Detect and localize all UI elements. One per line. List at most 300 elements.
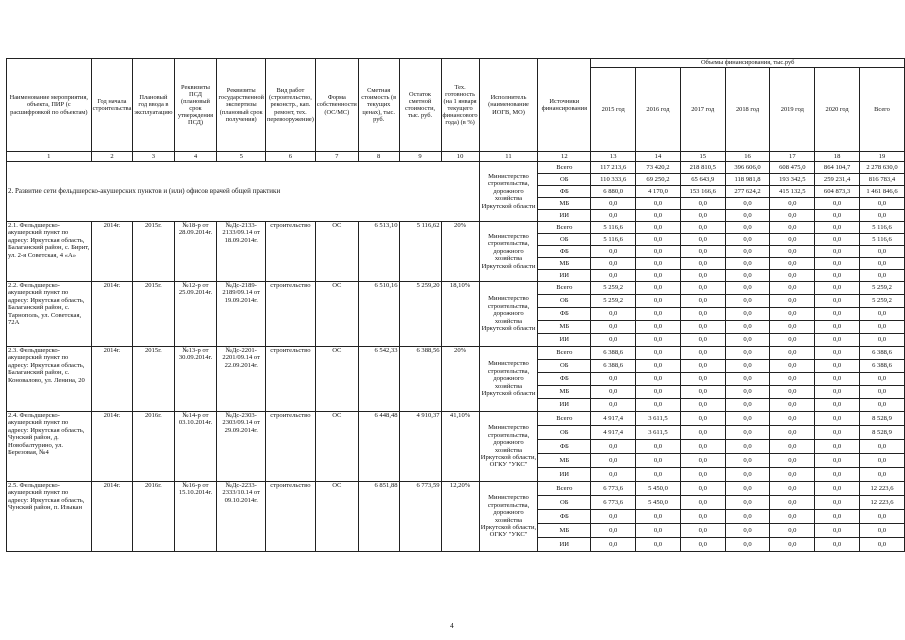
amount-cell: 0,0 — [770, 373, 815, 386]
total-cell: 5 116,6 — [859, 222, 904, 234]
amount-cell: 110 333,6 — [591, 174, 636, 186]
source-cell: ОБ — [538, 234, 591, 246]
amount-cell: 0,0 — [636, 210, 681, 222]
source-cell: Всего — [538, 412, 591, 426]
object-executor: Министерство строительства, дорожного хозяйства Иркутской области, ОГКУ "УКС" — [479, 482, 538, 552]
amount-cell: 153 166,6 — [680, 186, 725, 198]
header-total: Всего — [859, 68, 904, 152]
object-row — [7, 347, 905, 360]
amount-cell: 0,0 — [815, 334, 860, 347]
object-psd: №18-р от 28.09.2014г. — [174, 222, 217, 282]
amount-cell: 0,0 — [725, 386, 770, 399]
object-readiness: 18,10% — [441, 282, 479, 347]
object-ownership: ОС — [315, 412, 358, 482]
column-number: 1 — [7, 152, 92, 162]
amount-cell: 6 388,6 — [591, 360, 636, 373]
source-cell: ОБ — [538, 174, 591, 186]
amount-cell: 0,0 — [725, 524, 770, 538]
source-cell: ИИ — [538, 399, 591, 412]
amount-cell: 0,0 — [680, 360, 725, 373]
amount-cell: 0,0 — [815, 482, 860, 496]
object-work-type: строительство — [265, 482, 315, 552]
amount-cell: 0,0 — [636, 360, 681, 373]
total-cell: 0,0 — [859, 538, 904, 552]
total-cell: 0,0 — [859, 524, 904, 538]
amount-cell: 0,0 — [591, 258, 636, 270]
amount-cell: 0,0 — [815, 198, 860, 210]
total-cell: 5 259,2 — [859, 282, 904, 295]
amount-cell: 65 643,9 — [680, 174, 725, 186]
amount-cell: 118 981,8 — [725, 174, 770, 186]
amount-cell: 0,0 — [680, 468, 725, 482]
total-cell: 0,0 — [859, 510, 904, 524]
object-end-year: 2015г. — [133, 282, 174, 347]
amount-cell: 0,0 — [770, 454, 815, 468]
total-cell: 8 528,9 — [859, 412, 904, 426]
amount-cell: 0,0 — [636, 468, 681, 482]
amount-cell: 0,0 — [815, 524, 860, 538]
amount-cell: 0,0 — [636, 334, 681, 347]
amount-cell: 0,0 — [815, 454, 860, 468]
amount-cell: 0,0 — [815, 347, 860, 360]
object-remaining-cost: 6 388,56 — [399, 347, 441, 412]
total-cell: 0,0 — [859, 321, 904, 334]
amount-cell: 0,0 — [725, 373, 770, 386]
header-row-1 — [7, 59, 905, 68]
amount-cell: 3 611,5 — [636, 412, 681, 426]
amount-cell: 0,0 — [680, 234, 725, 246]
total-cell: 0,0 — [859, 198, 904, 210]
amount-cell: 5 450,0 — [636, 496, 681, 510]
total-cell: 0,0 — [859, 440, 904, 454]
object-ownership: ОС — [315, 282, 358, 347]
amount-cell: 0,0 — [770, 258, 815, 270]
object-row — [7, 282, 905, 295]
total-cell: 0,0 — [859, 386, 904, 399]
total-cell: 12 223,6 — [859, 496, 904, 510]
total-cell: 0,0 — [859, 468, 904, 482]
object-estimated-cost: 6 542,33 — [358, 347, 399, 412]
total-cell: 0,0 — [859, 210, 904, 222]
object-psd: №16-р от 15.10.2014г. — [174, 482, 217, 552]
source-cell: МБ — [538, 454, 591, 468]
amount-cell: 0,0 — [815, 308, 860, 321]
object-end-year: 2016г. — [133, 482, 174, 552]
section-block — [7, 162, 905, 222]
financing-table-sheet — [6, 58, 905, 552]
amount-cell: 0,0 — [591, 373, 636, 386]
amount-cell: 0,0 — [591, 510, 636, 524]
amount-cell: 0,0 — [770, 496, 815, 510]
amount-cell: 0,0 — [725, 308, 770, 321]
header-estimated-cost: Сметная стоимость (в текущих ценах), тыс. руб. — [358, 59, 399, 152]
header-end-year: Плановый год ввода в эксплуатацию — [133, 59, 174, 152]
object-end-year: 2015г. — [133, 347, 174, 412]
amount-cell: 0,0 — [725, 399, 770, 412]
amount-cell: 0,0 — [680, 538, 725, 552]
total-cell: 816 783,4 — [859, 174, 904, 186]
total-cell: 8 528,9 — [859, 426, 904, 440]
source-cell: ФБ — [538, 308, 591, 321]
object-psd: №12-р от 25.09.2014г. — [174, 282, 217, 347]
total-cell: 0,0 — [859, 246, 904, 258]
header-year-2020: 2020 год — [815, 68, 860, 152]
amount-cell: 0,0 — [725, 496, 770, 510]
amount-cell: 4 917,4 — [591, 412, 636, 426]
amount-cell: 0,0 — [636, 440, 681, 454]
object-estimated-cost: 6 513,10 — [358, 222, 399, 282]
amount-cell: 0,0 — [636, 246, 681, 258]
amount-cell: 0,0 — [591, 321, 636, 334]
amount-cell: 0,0 — [680, 295, 725, 308]
object-name: 2.3. Фельдшерско-акушерский пункт по адресу: Иркутская область, Балаганский район, с. Коновалово, ул. Ленина, 20 — [7, 347, 92, 412]
amount-cell: 0,0 — [680, 412, 725, 426]
amount-cell: 0,0 — [680, 482, 725, 496]
amount-cell: 415 132,5 — [770, 186, 815, 198]
amount-cell: 0,0 — [815, 321, 860, 334]
object-readiness: 20% — [441, 222, 479, 282]
amount-cell: 0,0 — [815, 246, 860, 258]
source-cell: Всего — [538, 482, 591, 496]
object-expertise: №Дс-2303-2303/09.14 от 29.09.2014г. — [217, 412, 266, 482]
total-cell: 0,0 — [859, 454, 904, 468]
amount-cell: 0,0 — [815, 295, 860, 308]
column-number: 14 — [636, 152, 681, 162]
object-remaining-cost: 5 116,62 — [399, 222, 441, 282]
amount-cell: 0,0 — [770, 426, 815, 440]
object-remaining-cost: 5 259,20 — [399, 282, 441, 347]
header-year-2018: 2018 год — [725, 68, 770, 152]
source-cell: МБ — [538, 524, 591, 538]
amount-cell: 0,0 — [591, 270, 636, 282]
object-start-year: 2014г. — [91, 347, 133, 412]
amount-cell: 0,0 — [680, 454, 725, 468]
object-start-year: 2014г. — [91, 222, 133, 282]
source-cell: ОБ — [538, 360, 591, 373]
amount-cell: 0,0 — [770, 538, 815, 552]
amount-cell: 259 231,4 — [815, 174, 860, 186]
total-cell: 0,0 — [859, 270, 904, 282]
source-cell: ФБ — [538, 373, 591, 386]
source-cell: ОБ — [538, 295, 591, 308]
amount-cell: 0,0 — [815, 386, 860, 399]
header-expertise: Реквизиты государственной экспертизы (плановый срок получения) — [217, 59, 266, 152]
amount-cell: 0,0 — [770, 222, 815, 234]
amount-cell: 0,0 — [815, 399, 860, 412]
object-name: 2.4. Фельдшерско-акушерский пункт по адресу: Иркутская область, Чунский район, д. Новобалтурино, ул. Березовая, №4 — [7, 412, 92, 482]
amount-cell: 6 880,0 — [591, 186, 636, 198]
total-cell: 0,0 — [859, 399, 904, 412]
object-expertise: №Дс-2133-2133/09.14 от 18.09.2014г. — [217, 222, 266, 282]
amount-cell: 0,0 — [636, 234, 681, 246]
total-cell: 0,0 — [859, 334, 904, 347]
amount-cell: 0,0 — [770, 386, 815, 399]
amount-cell: 0,0 — [815, 222, 860, 234]
column-number: 8 — [358, 152, 399, 162]
amount-cell: 0,0 — [770, 246, 815, 258]
column-number: 15 — [680, 152, 725, 162]
header-year-2015: 2015 год — [591, 68, 636, 152]
amount-cell: 0,0 — [770, 412, 815, 426]
amount-cell: 0,0 — [770, 234, 815, 246]
header-readiness: Тех. готовность (на 1 января текущего финансового года) (в %) — [441, 59, 479, 152]
object-work-type: строительство — [265, 282, 315, 347]
amount-cell: 0,0 — [591, 440, 636, 454]
amount-cell: 0,0 — [815, 210, 860, 222]
object-psd: №14-р от 03.10.2014г. — [174, 412, 217, 482]
total-cell: 2 278 630,0 — [859, 162, 904, 174]
object-executor: Министерство строительства, дорожного хозяйства Иркутской области — [479, 222, 538, 282]
amount-cell: 4 917,4 — [591, 426, 636, 440]
amount-cell: 0,0 — [725, 468, 770, 482]
object-start-year: 2014г. — [91, 482, 133, 552]
header-remaining-cost: Остаток сметной стоимости, тыс. руб. — [399, 59, 441, 152]
amount-cell: 0,0 — [680, 210, 725, 222]
amount-cell: 0,0 — [636, 373, 681, 386]
amount-cell: 73 420,2 — [636, 162, 681, 174]
header-year-2017: 2017 год — [680, 68, 725, 152]
amount-cell: 0,0 — [770, 440, 815, 454]
object-ownership: ОС — [315, 482, 358, 552]
column-number: 10 — [441, 152, 479, 162]
amount-cell: 0,0 — [725, 222, 770, 234]
amount-cell: 277 624,2 — [725, 186, 770, 198]
amount-cell: 5 116,6 — [591, 222, 636, 234]
amount-cell: 0,0 — [680, 373, 725, 386]
amount-cell: 0,0 — [680, 347, 725, 360]
object-ownership: ОС — [315, 347, 358, 412]
amount-cell: 5 116,6 — [591, 234, 636, 246]
amount-cell: 608 475,0 — [770, 162, 815, 174]
amount-cell: 0,0 — [725, 347, 770, 360]
amount-cell: 0,0 — [636, 198, 681, 210]
object-start-year: 2014г. — [91, 412, 133, 482]
amount-cell: 0,0 — [591, 386, 636, 399]
source-cell: МБ — [538, 258, 591, 270]
object-row — [7, 482, 905, 496]
object-expertise: №Дс-2233-2333/10.14 от 09.10.2014г. — [217, 482, 266, 552]
amount-cell: 0,0 — [636, 454, 681, 468]
amount-cell: 0,0 — [680, 399, 725, 412]
object-executor: Министерство строительства, дорожного хозяйства Иркутской области, ОГКУ "УКС" — [479, 412, 538, 482]
source-cell: ИИ — [538, 538, 591, 552]
amount-cell: 5 450,0 — [636, 482, 681, 496]
amount-cell: 0,0 — [770, 198, 815, 210]
source-cell: Всего — [538, 347, 591, 360]
objects-block — [7, 222, 905, 552]
source-cell: ОБ — [538, 426, 591, 440]
amount-cell: 0,0 — [815, 426, 860, 440]
column-number: 19 — [859, 152, 904, 162]
amount-cell: 0,0 — [815, 282, 860, 295]
amount-cell: 0,0 — [725, 198, 770, 210]
amount-cell: 0,0 — [770, 334, 815, 347]
header-executor: Исполнитель (наименование ИОГВ, МО) — [479, 59, 538, 152]
object-expertise: №Дс-2201-2201/09.14 от 22.09.2014г. — [217, 347, 266, 412]
amount-cell: 0,0 — [591, 538, 636, 552]
amount-cell: 0,0 — [725, 282, 770, 295]
source-cell: ФБ — [538, 186, 591, 198]
source-cell: ФБ — [538, 440, 591, 454]
object-estimated-cost: 6 510,16 — [358, 282, 399, 347]
amount-cell: 0,0 — [725, 426, 770, 440]
column-number: 12 — [538, 152, 591, 162]
header-sources: Источники финансирования — [538, 59, 591, 152]
source-cell: ФБ — [538, 510, 591, 524]
column-number: 11 — [479, 152, 538, 162]
amount-cell: 0,0 — [636, 321, 681, 334]
amount-cell: 0,0 — [636, 399, 681, 412]
amount-cell: 0,0 — [725, 258, 770, 270]
object-remaining-cost: 6 773,59 — [399, 482, 441, 552]
amount-cell: 0,0 — [725, 412, 770, 426]
column-number: 18 — [815, 152, 860, 162]
amount-cell: 0,0 — [770, 347, 815, 360]
amount-cell: 0,0 — [815, 538, 860, 552]
header-psd: Реквизиты ПСД (плановый срок утверждения ПСД) — [174, 59, 217, 152]
column-number: 17 — [770, 152, 815, 162]
amount-cell: 0,0 — [815, 270, 860, 282]
object-row — [7, 412, 905, 426]
amount-cell: 0,0 — [815, 468, 860, 482]
section-title: 2. Развитие сети фельдшерско-акушерских пунктов и (или) офисов врачей общей практики — [7, 162, 480, 222]
amount-cell: 0,0 — [636, 538, 681, 552]
amount-cell: 0,0 — [636, 308, 681, 321]
object-executor: Министерство строительства, дорожного хозяйства Иркутской области — [479, 347, 538, 412]
amount-cell: 0,0 — [591, 246, 636, 258]
amount-cell: 4 170,0 — [636, 186, 681, 198]
source-cell: ФБ — [538, 246, 591, 258]
header-work-type: Вид работ (строительство, реконстр., кап. ремонт, тех. перевооружение) — [265, 59, 315, 152]
object-work-type: строительство — [265, 222, 315, 282]
amount-cell: 0,0 — [815, 496, 860, 510]
amount-cell: 0,0 — [725, 234, 770, 246]
source-cell: МБ — [538, 321, 591, 334]
object-executor: Министерство строительства, дорожного хозяйства Иркутской области — [479, 282, 538, 347]
object-work-type: строительство — [265, 347, 315, 412]
amount-cell: 5 259,2 — [591, 295, 636, 308]
amount-cell: 0,0 — [680, 440, 725, 454]
column-number: 6 — [265, 152, 315, 162]
source-cell: ИИ — [538, 468, 591, 482]
object-estimated-cost: 6 448,48 — [358, 412, 399, 482]
amount-cell: 0,0 — [680, 321, 725, 334]
amount-cell: 117 213,6 — [591, 162, 636, 174]
amount-cell: 0,0 — [770, 295, 815, 308]
amount-cell: 0,0 — [815, 412, 860, 426]
amount-cell: 0,0 — [636, 386, 681, 399]
amount-cell: 0,0 — [770, 282, 815, 295]
amount-cell: 0,0 — [636, 282, 681, 295]
total-cell: 6 388,6 — [859, 360, 904, 373]
source-cell: ИИ — [538, 210, 591, 222]
source-cell: ИИ — [538, 270, 591, 282]
total-cell: 6 388,6 — [859, 347, 904, 360]
object-readiness: 20% — [441, 347, 479, 412]
amount-cell: 0,0 — [770, 321, 815, 334]
section-executor: Министерство строительства, дорожного хозяйства Иркутской области — [479, 162, 538, 222]
column-number: 7 — [315, 152, 358, 162]
amount-cell: 0,0 — [680, 308, 725, 321]
amount-cell: 0,0 — [591, 308, 636, 321]
amount-cell: 864 104,7 — [815, 162, 860, 174]
amount-cell: 0,0 — [770, 360, 815, 373]
total-cell: 5 259,2 — [859, 295, 904, 308]
amount-cell: 0,0 — [725, 334, 770, 347]
source-cell: Всего — [538, 162, 591, 174]
amount-cell: 0,0 — [815, 234, 860, 246]
object-name: 2.5. Фельдшерско-акушерский пункт по адресу: Иркутская область, Чунский район, п. Изыкан — [7, 482, 92, 552]
object-work-type: строительство — [265, 412, 315, 482]
amount-cell: 0,0 — [725, 270, 770, 282]
amount-cell: 0,0 — [591, 334, 636, 347]
object-ownership: ОС — [315, 222, 358, 282]
amount-cell: 0,0 — [770, 482, 815, 496]
amount-cell: 0,0 — [591, 524, 636, 538]
object-expertise: №Дс-2189-2189/09.14 от 19.09.2014г. — [217, 282, 266, 347]
object-start-year: 2014г. — [91, 282, 133, 347]
amount-cell: 0,0 — [636, 222, 681, 234]
amount-cell: 0,0 — [725, 360, 770, 373]
amount-cell: 0,0 — [636, 258, 681, 270]
amount-cell: 0,0 — [725, 538, 770, 552]
amount-cell: 0,0 — [815, 373, 860, 386]
object-readiness: 41,10% — [441, 412, 479, 482]
object-name: 2.1. Фельдшерско-акушерский пункт по адресу: Иркутская область, Балаганский район, с. Бирит, ул. 2-я Советская, 4 «А» — [7, 222, 92, 282]
column-numbers-row — [7, 152, 905, 162]
object-row — [7, 222, 905, 234]
amount-cell: 0,0 — [591, 399, 636, 412]
total-cell: 5 116,6 — [859, 234, 904, 246]
amount-cell: 0,0 — [591, 468, 636, 482]
source-cell: МБ — [538, 386, 591, 399]
object-readiness: 12,20% — [441, 482, 479, 552]
amount-cell: 0,0 — [680, 386, 725, 399]
amount-cell: 218 810,5 — [680, 162, 725, 174]
section-row — [7, 162, 905, 174]
amount-cell: 0,0 — [770, 468, 815, 482]
amount-cell: 0,0 — [815, 258, 860, 270]
column-number: 3 — [133, 152, 174, 162]
amount-cell: 0,0 — [770, 524, 815, 538]
column-number: 16 — [725, 152, 770, 162]
source-cell: Всего — [538, 282, 591, 295]
amount-cell: 0,0 — [725, 440, 770, 454]
amount-cell: 193 342,5 — [770, 174, 815, 186]
amount-cell: 0,0 — [680, 246, 725, 258]
object-name: 2.2. Фельдшерско-акушерский пункт по адресу: Иркутская область, Балаганский район, с. Тарнополь, ул. Советская, 72А — [7, 282, 92, 347]
amount-cell: 0,0 — [680, 282, 725, 295]
amount-cell: 0,0 — [725, 210, 770, 222]
column-number: 4 — [174, 152, 217, 162]
amount-cell: 0,0 — [636, 295, 681, 308]
amount-cell: 0,0 — [636, 270, 681, 282]
amount-cell: 0,0 — [770, 510, 815, 524]
amount-cell: 6 773,6 — [591, 482, 636, 496]
amount-cell: 0,0 — [680, 222, 725, 234]
amount-cell: 0,0 — [636, 510, 681, 524]
header-name: Наименование мероприятия, объекта, ПИР (с расшифровкой по объектам) — [7, 59, 92, 152]
column-number: 9 — [399, 152, 441, 162]
amount-cell: 0,0 — [680, 270, 725, 282]
amount-cell: 0,0 — [725, 321, 770, 334]
amount-cell: 69 250,2 — [636, 174, 681, 186]
amount-cell: 0,0 — [680, 258, 725, 270]
total-cell: 1 461 846,6 — [859, 186, 904, 198]
financing-table — [6, 58, 905, 552]
amount-cell: 0,0 — [815, 510, 860, 524]
header-year-2016: 2016 год — [636, 68, 681, 152]
